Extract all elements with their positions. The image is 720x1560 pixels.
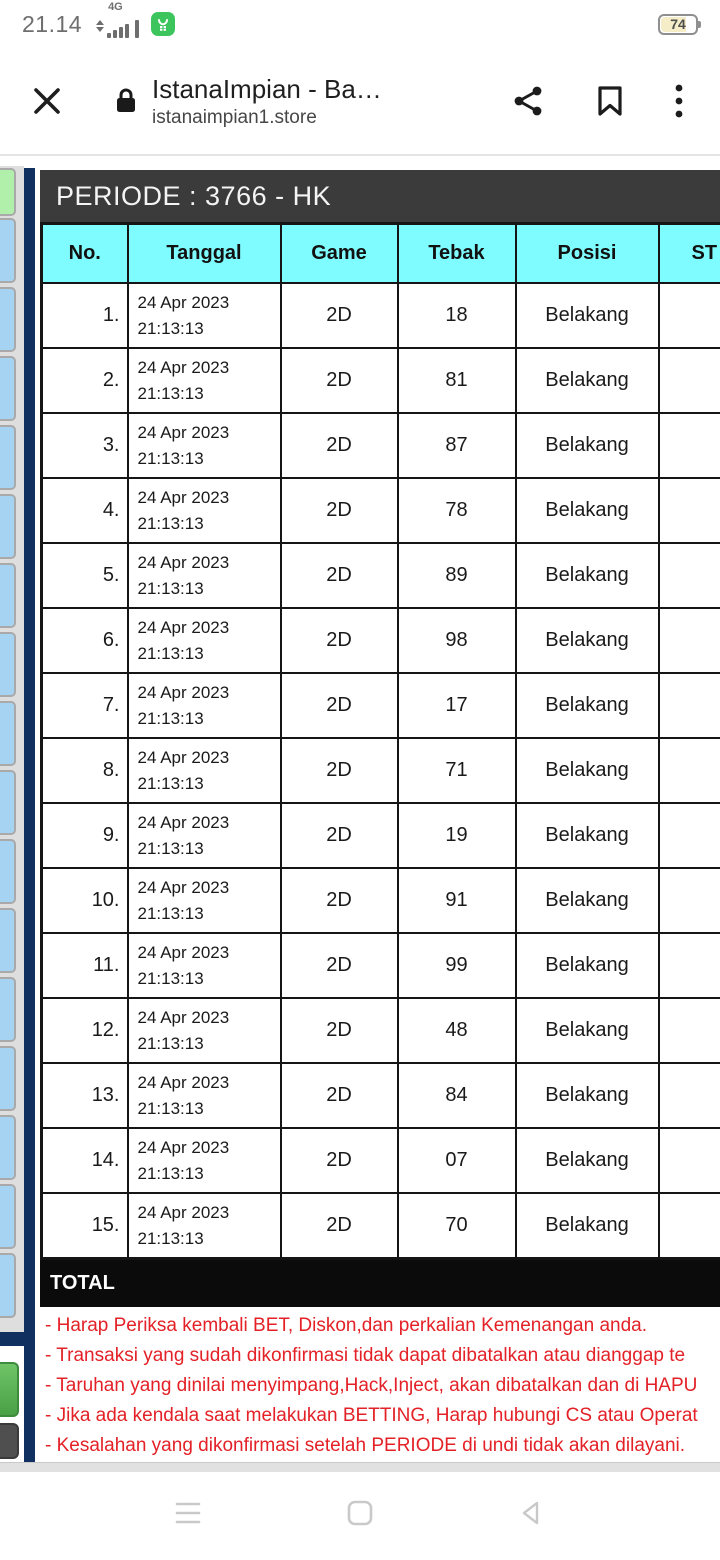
table-row xyxy=(42,1128,720,1193)
row-date-line2: 21:13:13 xyxy=(137,708,204,728)
row-date xyxy=(128,998,281,1063)
row-number: 4. xyxy=(42,478,128,543)
rail-button[interactable] xyxy=(0,218,16,283)
row-posisi: Belakang xyxy=(516,803,659,868)
row-game: 2D xyxy=(281,803,398,868)
table-row xyxy=(42,868,720,933)
warning-note-line: - Harap Periksa kembali BET, Diskon,dan perkalian Kemenangan anda. xyxy=(45,1315,647,1336)
row-date xyxy=(128,413,281,478)
column-header: Posisi xyxy=(516,224,659,284)
table-row xyxy=(42,608,720,673)
navy-divider-vertical xyxy=(24,168,35,1462)
table-row xyxy=(42,738,720,803)
bookmark-button[interactable] xyxy=(594,84,626,118)
rail-button[interactable] xyxy=(0,1253,16,1318)
rail-button[interactable] xyxy=(0,425,16,490)
row-game: 2D xyxy=(281,413,398,478)
row-number: 15. xyxy=(42,1193,128,1259)
row-date-line2: 21:13:13 xyxy=(137,773,204,793)
row-tebak: 99 xyxy=(398,933,516,998)
row-posisi: Belakang xyxy=(516,738,659,803)
row-date-line1: 24 Apr 2023 xyxy=(137,357,230,377)
title-block xyxy=(152,73,382,130)
total-bar: TOTAL xyxy=(40,1260,720,1307)
row-date-line2: 21:13:13 xyxy=(137,383,204,403)
row-status xyxy=(659,803,720,868)
site-info xyxy=(114,73,510,130)
row-game: 2D xyxy=(281,1063,398,1128)
warning-note-line: - Taruhan yang dinilai menyimpang,Hack,Inject, akan dibatalkan dan di HAPU xyxy=(45,1375,698,1396)
column-header: Game xyxy=(281,224,398,284)
row-date xyxy=(128,738,281,803)
row-posisi: Belakang xyxy=(516,1193,659,1259)
warning-note-line: - Jika ada kendala saat melakukan BETTING, Harap hubungi CS atau Operat xyxy=(45,1405,698,1426)
column-header: Tebak xyxy=(398,224,516,284)
row-number: 1. xyxy=(42,283,128,348)
row-game: 2D xyxy=(281,1193,398,1259)
row-date-line2: 21:13:13 xyxy=(137,448,204,468)
row-tebak: 84 xyxy=(398,1063,516,1128)
network-type-label: 4G xyxy=(108,1,123,13)
row-number: 12. xyxy=(42,998,128,1063)
browser-toolbar xyxy=(0,48,720,156)
row-date xyxy=(128,1128,281,1193)
row-date-line2: 21:13:13 xyxy=(137,838,204,858)
row-number: 8. xyxy=(42,738,128,803)
row-date-line2: 21:13:13 xyxy=(137,643,204,663)
row-number: 6. xyxy=(42,608,128,673)
action-button-green[interactable] xyxy=(0,1362,19,1417)
table-row xyxy=(42,933,720,998)
navy-divider-horizontal xyxy=(0,1332,35,1346)
warning-note-line: - Transaksi yang sudah dikonfirmasi tidak dapat dibatalkan atau dianggap te xyxy=(45,1345,686,1366)
row-posisi: Belakang xyxy=(516,933,659,998)
clock-text: 21.14 xyxy=(22,10,83,37)
row-number: 10. xyxy=(42,868,128,933)
recents-icon xyxy=(173,1500,203,1526)
row-date-line2: 21:13:13 xyxy=(137,1033,204,1053)
warning-note-line: - Kesalahan yang dikonfirmasi setelah PERIODE di undi tidak akan dilayani. xyxy=(45,1435,686,1456)
row-status xyxy=(659,283,720,348)
row-game: 2D xyxy=(281,543,398,608)
row-tebak: 91 xyxy=(398,868,516,933)
row-tebak: 19 xyxy=(398,803,516,868)
row-game: 2D xyxy=(281,1128,398,1193)
row-number: 7. xyxy=(42,673,128,738)
table-row xyxy=(42,478,720,543)
rail-button[interactable] xyxy=(0,770,16,835)
row-status xyxy=(659,478,720,543)
close-icon xyxy=(28,82,66,120)
row-status xyxy=(659,1193,720,1259)
store-app-badge-icon xyxy=(151,12,175,36)
row-posisi: Belakang xyxy=(516,608,659,673)
row-game: 2D xyxy=(281,608,398,673)
row-game: 2D xyxy=(281,868,398,933)
page-url: istanaimpian1.store xyxy=(152,106,317,128)
rail-button[interactable] xyxy=(0,632,16,697)
row-tebak: 89 xyxy=(398,543,516,608)
row-date-line1: 24 Apr 2023 xyxy=(137,1007,230,1027)
row-date xyxy=(128,543,281,608)
row-game: 2D xyxy=(281,933,398,998)
row-date-line1: 24 Apr 2023 xyxy=(137,877,230,897)
row-number: 13. xyxy=(42,1063,128,1128)
row-date xyxy=(128,803,281,868)
row-posisi: Belakang xyxy=(516,998,659,1063)
table-row xyxy=(42,1063,720,1128)
row-posisi: Belakang xyxy=(516,348,659,413)
rail-button[interactable] xyxy=(0,563,16,628)
signal-bars-icon xyxy=(107,20,139,38)
rail-button[interactable] xyxy=(0,1184,16,1249)
row-status xyxy=(659,1063,720,1128)
table-header-row xyxy=(42,224,720,284)
row-tebak: 70 xyxy=(398,1193,516,1259)
row-posisi: Belakang xyxy=(516,1128,659,1193)
action-button-gray[interactable] xyxy=(0,1423,19,1459)
rail-button-green[interactable] xyxy=(0,168,16,216)
status-bar xyxy=(0,0,720,48)
table-body xyxy=(42,283,720,1259)
row-number: 2. xyxy=(42,348,128,413)
row-status xyxy=(659,543,720,608)
row-date-line1: 24 Apr 2023 xyxy=(137,1072,230,1092)
row-number: 3. xyxy=(42,413,128,478)
rail-button[interactable] xyxy=(0,287,16,352)
rail-button[interactable] xyxy=(0,356,16,421)
row-date xyxy=(128,608,281,673)
row-game: 2D xyxy=(281,348,398,413)
rail-button[interactable] xyxy=(0,977,16,1042)
row-tebak: 07 xyxy=(398,1128,516,1193)
rail-button[interactable] xyxy=(0,908,16,973)
data-activity-arrows-icon xyxy=(96,20,104,32)
bookmark-icon xyxy=(594,84,626,118)
bet-panel xyxy=(40,170,720,1461)
rail-button[interactable] xyxy=(0,494,16,559)
row-date xyxy=(128,478,281,543)
row-game: 2D xyxy=(281,998,398,1063)
row-posisi: Belakang xyxy=(516,868,659,933)
row-date-line1: 24 Apr 2023 xyxy=(137,682,230,702)
share-button[interactable] xyxy=(510,83,546,119)
rail-button[interactable] xyxy=(0,1115,16,1180)
row-date-line2: 21:13:13 xyxy=(137,903,204,923)
overflow-menu-button[interactable] xyxy=(674,82,684,120)
row-date-line2: 21:13:13 xyxy=(137,968,204,988)
periode-header-bar: PERIODE : 3766 - HK xyxy=(40,170,720,222)
share-icon xyxy=(510,83,546,119)
rail-button[interactable] xyxy=(0,701,16,766)
row-date xyxy=(128,348,281,413)
table-row xyxy=(42,1193,720,1259)
row-posisi: Belakang xyxy=(516,478,659,543)
table-row xyxy=(42,348,720,413)
row-status xyxy=(659,738,720,803)
row-date-line1: 24 Apr 2023 xyxy=(137,942,230,962)
row-status xyxy=(659,413,720,478)
row-date-line1: 24 Apr 2023 xyxy=(137,422,230,442)
row-date-line1: 24 Apr 2023 xyxy=(137,747,230,767)
webview-content xyxy=(0,156,720,1462)
row-tebak: 48 xyxy=(398,998,516,1063)
table-row xyxy=(42,673,720,738)
home-icon xyxy=(346,1499,374,1527)
row-tebak: 98 xyxy=(398,608,516,673)
row-status xyxy=(659,673,720,738)
toolbar-actions xyxy=(510,82,684,120)
row-number: 14. xyxy=(42,1128,128,1193)
battery-nub xyxy=(698,21,701,28)
row-date xyxy=(128,868,281,933)
row-status xyxy=(659,933,720,998)
row-date-line1: 24 Apr 2023 xyxy=(137,617,230,637)
row-status xyxy=(659,868,720,933)
close-button[interactable] xyxy=(28,82,66,120)
row-date xyxy=(128,673,281,738)
row-date xyxy=(128,1063,281,1128)
row-date xyxy=(128,283,281,348)
signal-cluster xyxy=(96,1,139,38)
page-title: IstanaImpian - Ba… xyxy=(152,73,382,104)
home-button[interactable] xyxy=(343,1496,377,1530)
row-posisi: Belakang xyxy=(516,1063,659,1128)
table-row xyxy=(42,283,720,348)
row-tebak: 18 xyxy=(398,283,516,348)
row-posisi: Belakang xyxy=(516,543,659,608)
row-game: 2D xyxy=(281,673,398,738)
row-game: 2D xyxy=(281,283,398,348)
row-number: 11. xyxy=(42,933,128,998)
row-status xyxy=(659,1128,720,1193)
row-status xyxy=(659,998,720,1063)
lock-icon xyxy=(114,87,138,115)
row-posisi: Belakang xyxy=(516,283,659,348)
row-date-line1: 24 Apr 2023 xyxy=(137,552,230,572)
row-game: 2D xyxy=(281,738,398,803)
row-date-line1: 24 Apr 2023 xyxy=(137,1137,230,1157)
kebab-menu-icon xyxy=(674,82,684,120)
row-date-line2: 21:13:13 xyxy=(137,578,204,598)
row-date-line2: 21:13:13 xyxy=(137,513,204,533)
bottom-divider xyxy=(0,1462,720,1472)
row-tebak: 78 xyxy=(398,478,516,543)
back-button[interactable] xyxy=(514,1496,548,1530)
row-tebak: 17 xyxy=(398,673,516,738)
table-row xyxy=(42,413,720,478)
table-row xyxy=(42,543,720,608)
row-number: 9. xyxy=(42,803,128,868)
row-status xyxy=(659,348,720,413)
row-date-line1: 24 Apr 2023 xyxy=(137,1202,230,1222)
row-date-line1: 24 Apr 2023 xyxy=(137,292,230,312)
battery-percent: 74 xyxy=(670,16,686,32)
column-header: ST xyxy=(659,224,720,284)
row-posisi: Belakang xyxy=(516,413,659,478)
table-row xyxy=(42,998,720,1063)
row-status xyxy=(659,608,720,673)
row-tebak: 81 xyxy=(398,348,516,413)
bet-table xyxy=(40,222,720,1260)
row-date-line1: 24 Apr 2023 xyxy=(137,487,230,507)
row-date-line2: 21:13:13 xyxy=(137,318,204,338)
row-posisi: Belakang xyxy=(516,673,659,738)
column-header: Tanggal xyxy=(128,224,281,284)
rail-button[interactable] xyxy=(0,839,16,904)
row-date-line2: 21:13:13 xyxy=(137,1228,204,1248)
row-date-line2: 21:13:13 xyxy=(137,1098,204,1118)
back-icon xyxy=(517,1499,545,1527)
row-game: 2D xyxy=(281,478,398,543)
row-date-line1: 24 Apr 2023 xyxy=(137,812,230,832)
android-nav-bar xyxy=(0,1472,720,1560)
row-date-line2: 21:13:13 xyxy=(137,1163,204,1183)
rail-button[interactable] xyxy=(0,1046,16,1111)
row-tebak: 87 xyxy=(398,413,516,478)
row-number: 5. xyxy=(42,543,128,608)
row-date xyxy=(128,933,281,998)
warning-notes xyxy=(40,1311,720,1461)
recents-button[interactable] xyxy=(171,1496,205,1530)
row-date xyxy=(128,1193,281,1259)
column-header: No. xyxy=(42,224,128,284)
row-tebak: 71 xyxy=(398,738,516,803)
battery-indicator xyxy=(658,14,698,35)
table-row xyxy=(42,803,720,868)
lock-button[interactable] xyxy=(114,87,138,115)
